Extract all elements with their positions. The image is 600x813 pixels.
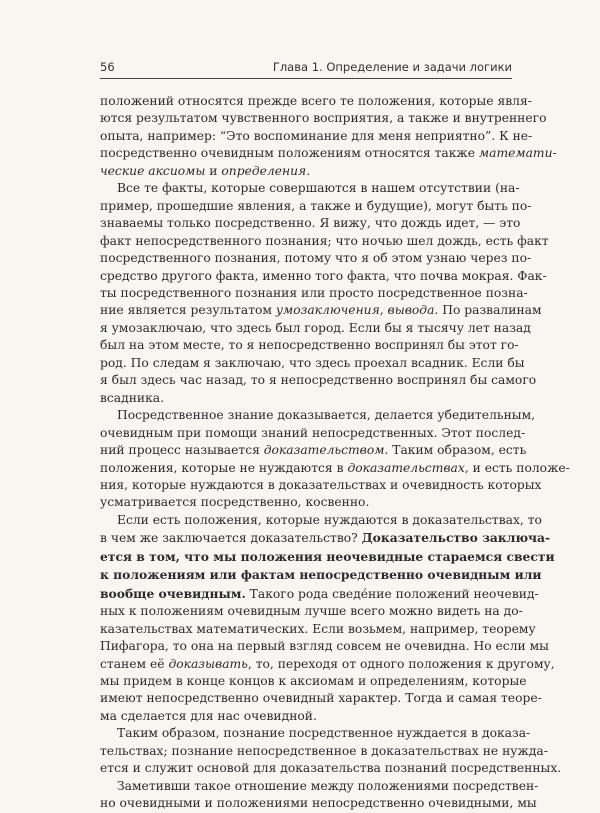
text-run: усматривается посредственно, косвенно.	[100, 495, 370, 510]
text-run: Все те факты, которые совершаются в нашем отсутствии (на-	[117, 181, 520, 196]
text-line	[100, 656, 555, 673]
text-line	[100, 603, 523, 620]
bold-text: ется в том, что мы положения неочевидные стараемся свести	[100, 548, 555, 564]
text-line	[100, 302, 542, 319]
italic-text: доказывать	[168, 656, 248, 671]
text-line	[100, 548, 555, 566]
text-line	[100, 778, 539, 795]
text-run: посредственного познания, потому что я об этом узнаю через по-	[100, 251, 532, 266]
text-line	[100, 621, 536, 638]
paragraph	[100, 512, 555, 725]
paragraph	[100, 725, 562, 777]
italic-text: доказательствах	[347, 460, 465, 475]
text-line	[100, 320, 531, 337]
text-run: был на этом месте, то я непосредственно воспринял бы этот го-	[100, 338, 519, 353]
text-line	[100, 512, 542, 529]
text-line	[100, 145, 557, 162]
text-line	[100, 337, 519, 354]
italic-text: доказательством	[263, 443, 385, 458]
text-run: очевидным при помощи знаний непосредственных. Этот послед-	[100, 425, 526, 440]
running-title: Глава 1. Определение и задачи логики	[272, 60, 512, 74]
text-line	[100, 110, 547, 127]
text-line	[100, 638, 549, 655]
text-line	[100, 390, 510, 407]
text-line	[100, 442, 527, 459]
text-run: Заметивши такое отношение между положениями посредствен-	[117, 778, 539, 793]
text-line	[100, 673, 527, 690]
text-run: я умозаключаю, что здесь был город. Если бы я тысячу лет назад	[100, 320, 531, 335]
text-run: казательствах математических. Если возьмем, например, теорему	[100, 621, 536, 636]
text-run: ние является результатом	[100, 303, 276, 318]
text-line	[100, 529, 551, 547]
paragraph	[100, 180, 549, 407]
text-run: ется и служит основой для доказательства познаний посредственных.	[100, 761, 562, 776]
text-line	[100, 690, 542, 707]
text-line	[100, 163, 510, 180]
text-run: всадника.	[100, 390, 165, 405]
text-run: .	[306, 163, 311, 178]
text-line	[100, 477, 542, 494]
page-number: 56	[100, 60, 115, 74]
text-line	[100, 250, 532, 267]
text-line	[100, 93, 532, 110]
text-run: Если есть положения, которые нуждаются в доказательствах, то	[117, 512, 542, 527]
text-line	[100, 268, 547, 285]
text-run: ния, которые нуждаются в доказательствах и очевидность которых	[100, 477, 542, 492]
text-run: род. По следам я заключаю, что здесь проехал всадник. Если бы	[100, 355, 525, 370]
text-run: , то, переходя от одного положения к другому,	[247, 656, 555, 671]
text-line	[100, 725, 531, 742]
text-line	[100, 743, 548, 760]
text-run: средство другого факта, именно того факта, что почва мокрая. Фак-	[100, 268, 547, 283]
text-line	[100, 233, 549, 250]
text-line	[100, 708, 510, 725]
text-run: пример, прошедшие явления, а также и будущие), могут быть по-	[100, 198, 532, 213]
italic-text: умозаключения, вывода.	[275, 303, 439, 318]
text-run: и	[205, 163, 222, 178]
page-header	[100, 60, 512, 80]
text-run: я был здесь час назад, то я непосредственно воспринял бы самого	[100, 373, 537, 388]
text-run: посредственно очевидным положениям относятся также	[100, 146, 479, 161]
text-run: мы придем в конце концов к аксиомам и определениям, которые	[100, 673, 527, 688]
text-run: ты посредственного познания или просто посредственное позна-	[100, 285, 528, 300]
text-line	[100, 585, 539, 603]
text-line	[100, 760, 562, 777]
paragraph	[100, 778, 539, 813]
text-run: в чем же заключается доказательство?	[100, 531, 362, 546]
text-line	[100, 180, 520, 197]
italic-text: математи-	[478, 146, 557, 161]
text-line	[100, 198, 532, 215]
italic-text: определения	[221, 163, 307, 178]
text-run: , и есть положе-	[464, 460, 570, 475]
bold-text: вообще очевидным.	[100, 585, 246, 601]
text-run: Посредственное знание доказывается, делается убедительным,	[117, 408, 536, 423]
text-run: Такого рода сведе́ние положений неочевид-	[245, 586, 539, 601]
header-rule	[100, 78, 512, 79]
text-line	[100, 372, 537, 389]
text-run: опыта, например: “Это воспоминание для меня неприятно”. К не-	[100, 128, 533, 143]
text-line	[100, 460, 570, 477]
italic-text: ческие аксиомы	[100, 163, 206, 178]
bold-text: Доказательство заключа-	[361, 530, 551, 546]
text-run: ний процесс называется	[100, 443, 264, 458]
text-run: знаваемы только посредственно. Я вижу, что дождь идет, — это	[100, 216, 521, 231]
text-line	[100, 795, 537, 812]
text-run: ются результатом чувственного восприятия, а также и внутреннего	[100, 111, 547, 126]
bold-text: к положениям или фактам непосредственно очевидным или	[100, 567, 542, 583]
text-run: положений относятся прежде всего те положения, которые явля-	[100, 94, 532, 108]
text-line	[100, 407, 536, 424]
text-line	[100, 355, 525, 372]
text-line	[100, 215, 521, 232]
text-run: станем её	[100, 656, 169, 671]
paragraph	[100, 93, 557, 180]
text-run: тельствах; познание непосредственное в доказательствах не нужда-	[100, 743, 548, 758]
text-run: . Таким образом, есть	[384, 443, 527, 458]
text-run: факт непосредственного познания; что ночью шел дождь, есть факт	[100, 233, 549, 248]
text-run: имеют непосредственно очевидный характер. Тогда и самая теоре-	[100, 691, 542, 706]
text-line	[100, 128, 533, 145]
text-run: ма сделается для нас очевидной.	[100, 708, 317, 723]
text-run: Таким образом, познание посредственное нуждается в доказа-	[117, 726, 531, 741]
text-line	[100, 425, 526, 442]
text-run: ных к положениям очевидным лучше всего можно видеть на до-	[100, 604, 523, 619]
text-run: но очевидными и положениями непосредственно очевидными, мы	[100, 796, 537, 811]
text-run: Пифагора, то она на первый взгляд совсем не очевидна. Но если мы	[100, 639, 549, 654]
text-line	[100, 566, 542, 584]
text-line	[100, 494, 510, 511]
body-text	[100, 93, 570, 813]
text-run: положения, которые не нуждаются в	[100, 460, 348, 475]
paragraph	[100, 407, 570, 512]
text-run: По развалинам	[438, 303, 542, 318]
text-line	[100, 285, 528, 302]
